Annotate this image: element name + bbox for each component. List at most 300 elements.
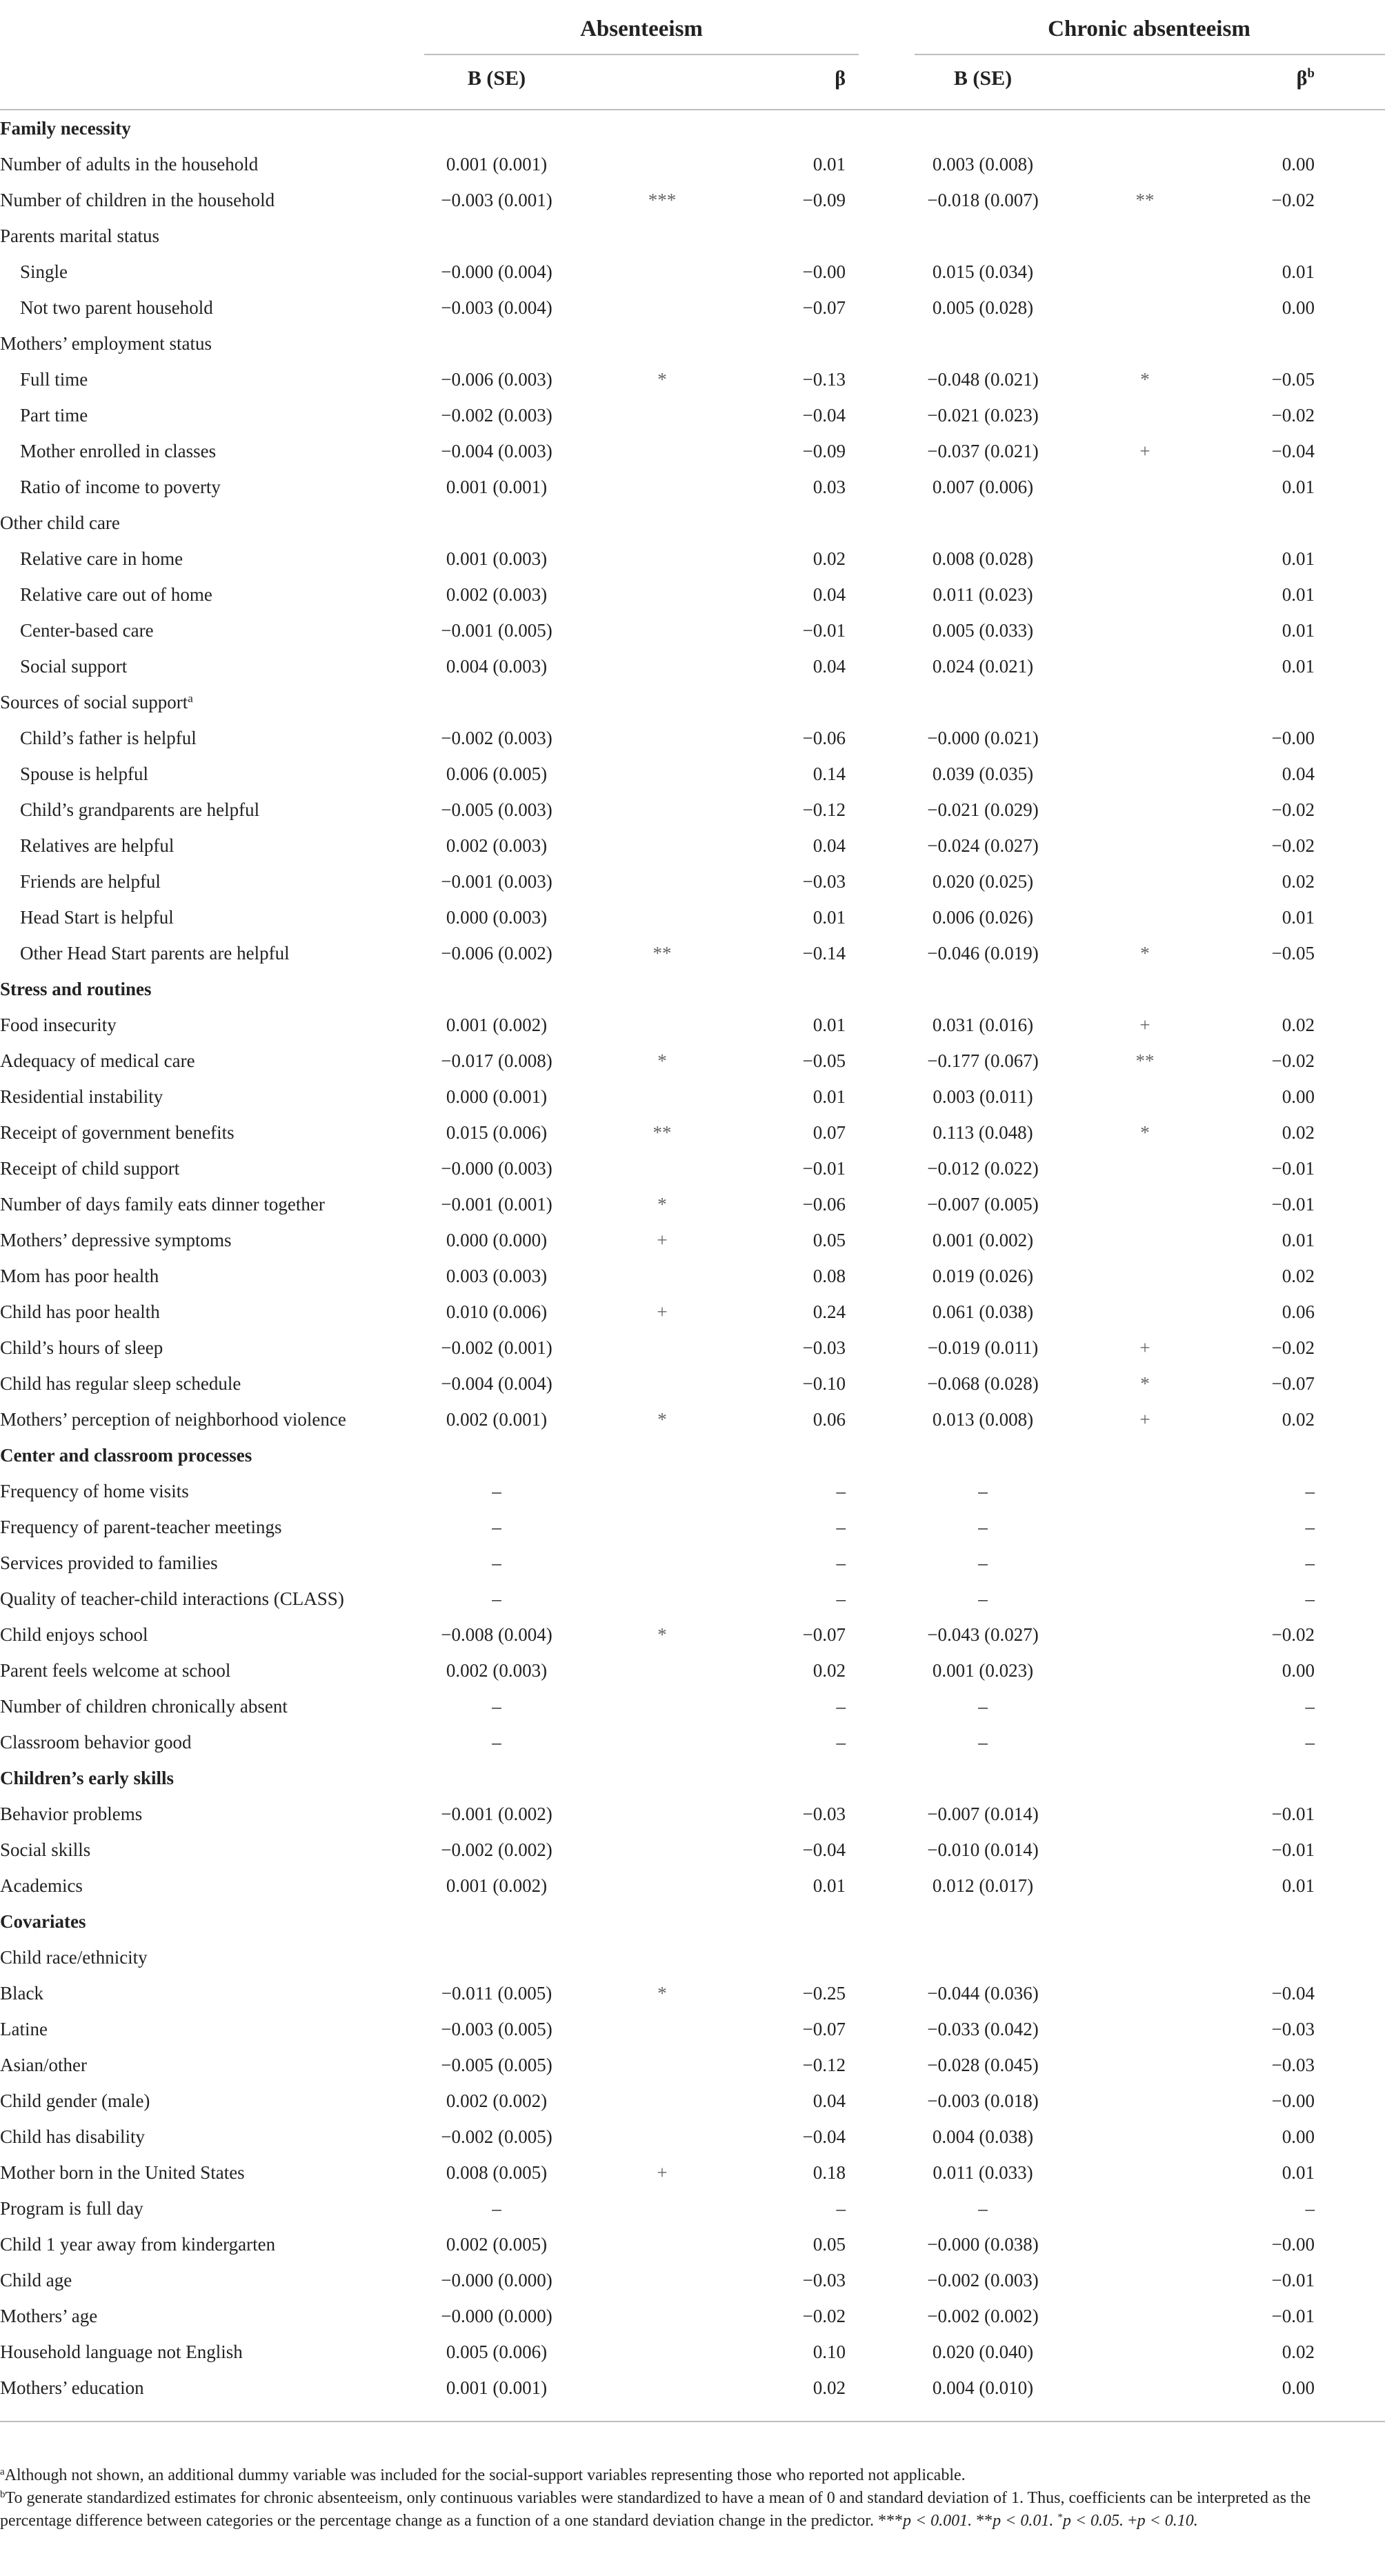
row-label xyxy=(0,182,275,218)
coef-absenteeism: −0.000 (0.003) xyxy=(441,1158,552,1179)
coef-absenteeism: – xyxy=(492,1517,501,1537)
sig-chronic xyxy=(1090,505,1200,541)
row-label xyxy=(0,1724,191,1760)
coef-chronic: −0.003 (0.018) xyxy=(927,2090,1039,2111)
beta-absenteeism: −0.01 xyxy=(802,1158,846,1179)
beta-chronic xyxy=(1242,218,1315,254)
row-label xyxy=(0,1258,159,1294)
table-row xyxy=(0,935,1385,971)
coef-chronic: 0.031 (0.016) xyxy=(932,1015,1034,1035)
beta-absenteeism: 0.24 xyxy=(813,1301,846,1322)
beta-chronic: – xyxy=(1305,1481,1315,1501)
coef-absenteeism: 0.001 (0.003) xyxy=(446,548,548,569)
table-row xyxy=(0,1653,1385,1688)
sig-absenteeism xyxy=(607,1724,717,1760)
table-row xyxy=(0,720,1385,756)
beta-chronic: −0.02 xyxy=(1271,1337,1315,1358)
sig-10-marker: + xyxy=(1128,2512,1137,2530)
beta-chronic: 0.04 xyxy=(1282,763,1315,784)
sig-absenteeism xyxy=(607,863,717,899)
group-header-chronic-absenteeism: Chronic absenteeism xyxy=(1048,17,1251,41)
table-row xyxy=(0,1007,1385,1043)
coef-chronic: −0.021 (0.023) xyxy=(927,405,1039,426)
row-label-text: Child gender (male) xyxy=(0,2090,150,2111)
beta-absenteeism: 0.01 xyxy=(813,1875,846,1896)
coef-chronic: – xyxy=(978,1517,988,1537)
beta-chronic xyxy=(1242,971,1315,1007)
coef-chronic: 0.011 (0.033) xyxy=(933,2162,1033,2183)
coef-absenteeism: −0.001 (0.003) xyxy=(441,871,552,892)
row-label-text: Child’s hours of sleep xyxy=(0,1337,163,1358)
table-row xyxy=(0,863,1385,899)
coef-chronic: −0.007 (0.014) xyxy=(927,1804,1039,1824)
row-label-text: Asian/other xyxy=(0,2055,87,2075)
coef-chronic xyxy=(879,326,1086,361)
row-label xyxy=(0,110,131,146)
table-row xyxy=(0,1688,1385,1724)
coef-chronic: −0.002 (0.002) xyxy=(927,2306,1039,2326)
sig-absenteeism xyxy=(607,2011,717,2047)
sig-chronic: * xyxy=(1140,1122,1150,1143)
beta-absenteeism: −0.03 xyxy=(802,1804,846,1824)
sig-chronic xyxy=(1090,2155,1200,2190)
table-row xyxy=(0,1939,1385,1975)
sig-absenteeism xyxy=(607,2190,717,2226)
beta-absenteeism: – xyxy=(836,1696,846,1717)
beta-chronic: 0.01 xyxy=(1282,261,1315,282)
sig-absenteeism xyxy=(607,1688,717,1724)
chronic-underline xyxy=(915,54,1385,55)
row-label-text: Child 1 year away from kindergarten xyxy=(0,2234,276,2255)
sig-05-text: p < 0.05. xyxy=(1062,2512,1124,2530)
table-row xyxy=(0,1079,1385,1115)
coef-chronic: −0.028 (0.045) xyxy=(927,2055,1039,2075)
beta-chronic: −0.00 xyxy=(1271,2090,1315,2111)
coef-absenteeism xyxy=(393,326,600,361)
sig-absenteeism xyxy=(607,577,717,612)
row-label-text: Adequacy of medical care xyxy=(0,1050,195,1071)
coef-chronic: −0.019 (0.011) xyxy=(927,1337,1039,1358)
beta-absenteeism: – xyxy=(836,2198,846,2219)
beta-absenteeism: −0.04 xyxy=(802,2126,846,2147)
row-label-text: Food insecurity xyxy=(0,1015,117,1035)
table-row xyxy=(0,397,1385,433)
table-row xyxy=(0,756,1385,792)
sig-absenteeism xyxy=(607,326,717,361)
table-bottom-rule xyxy=(0,2421,1385,2422)
beta-absenteeism: −0.06 xyxy=(802,728,846,748)
coef-absenteeism: −0.002 (0.002) xyxy=(441,1839,552,1860)
row-label-text: Child’s grandparents are helpful xyxy=(20,799,260,820)
coef-chronic: −0.024 (0.027) xyxy=(927,835,1039,856)
table-row xyxy=(0,1868,1385,1904)
beta-absenteeism: – xyxy=(836,1481,846,1501)
row-label xyxy=(20,935,290,971)
beta-chronic: −0.00 xyxy=(1271,2234,1315,2255)
row-label-text: Relative care in home xyxy=(20,548,183,569)
coef-absenteeism: −0.006 (0.002) xyxy=(441,943,552,963)
beta-absenteeism: 0.02 xyxy=(813,2377,846,2398)
sig-chronic: + xyxy=(1139,441,1150,461)
coef-chronic: 0.005 (0.028) xyxy=(932,297,1034,318)
beta-chronic: 0.01 xyxy=(1282,1230,1315,1250)
sig-chronic xyxy=(1090,146,1200,182)
coef-absenteeism xyxy=(393,684,600,720)
sig-chronic xyxy=(1090,2262,1200,2298)
coef-absenteeism xyxy=(393,1904,600,1939)
row-label-text: Part time xyxy=(20,405,88,426)
section-header-row xyxy=(0,971,1385,1007)
sig-absenteeism xyxy=(607,1258,717,1294)
row-label xyxy=(20,792,259,828)
beta-chronic: −0.01 xyxy=(1271,1194,1315,1215)
table-row xyxy=(0,1366,1385,1401)
row-label-text: Behavior problems xyxy=(0,1804,143,1824)
row-label-text: Mothers’ depressive symptoms xyxy=(0,1230,232,1250)
row-label-text: Program is full day xyxy=(0,2198,143,2219)
coef-absenteeism: −0.002 (0.005) xyxy=(441,2126,552,2147)
table-row xyxy=(0,2334,1385,2370)
footnote-a-marker: a xyxy=(0,2466,5,2477)
row-label-text: Child has regular sleep schedule xyxy=(0,1373,241,1394)
beta-chronic: 0.01 xyxy=(1282,907,1315,928)
coef-absenteeism: −0.005 (0.005) xyxy=(441,2055,552,2075)
table-row xyxy=(0,1222,1385,1258)
sig-absenteeism xyxy=(607,2298,717,2334)
row-label-text: Mother born in the United States xyxy=(0,2162,245,2183)
beta-chronic xyxy=(1242,110,1315,146)
row-label xyxy=(20,756,148,792)
row-label xyxy=(0,1509,282,1545)
sig-chronic xyxy=(1090,2083,1200,2119)
coef-chronic: −0.007 (0.005) xyxy=(927,1194,1039,1215)
row-label-text: Head Start is helpful xyxy=(20,907,174,928)
coef-chronic: −0.002 (0.003) xyxy=(927,2270,1039,2290)
beta-absenteeism: 0.10 xyxy=(813,2342,846,2362)
sig-chronic: * xyxy=(1140,369,1150,390)
sig-absenteeism xyxy=(607,792,717,828)
row-label xyxy=(0,1688,288,1724)
row-label-text: Mothers’ perception of neighborhood violence xyxy=(0,1409,346,1430)
beta-absenteeism: 0.02 xyxy=(813,1660,846,1681)
table-row xyxy=(0,1294,1385,1330)
sig-chronic xyxy=(1090,254,1200,290)
sig-absenteeism: ** xyxy=(652,943,672,963)
sig-chronic xyxy=(1090,612,1200,648)
beta-chronic: −0.04 xyxy=(1271,1983,1315,2004)
row-label-text: Single xyxy=(20,261,68,282)
row-label-text: Mothers’ age xyxy=(0,2306,98,2326)
row-label xyxy=(0,2370,144,2406)
sig-absenteeism xyxy=(607,1796,717,1832)
group-header-absenteeism: Absenteeism xyxy=(580,17,703,41)
table-footnotes xyxy=(0,2464,1373,2533)
beta-chronic: −0.03 xyxy=(1271,2055,1315,2075)
coef-chronic: – xyxy=(978,1696,988,1717)
table-row xyxy=(0,146,1385,182)
beta-absenteeism: – xyxy=(836,1732,846,1753)
sig-absenteeism xyxy=(607,505,717,541)
sig-chronic xyxy=(1090,1437,1200,1473)
beta-chronic: – xyxy=(1305,2198,1315,2219)
sig-chronic xyxy=(1090,218,1200,254)
row-label xyxy=(0,505,120,541)
table-row xyxy=(0,792,1385,828)
coef-absenteeism xyxy=(393,505,600,541)
table-row xyxy=(0,1401,1385,1437)
table-row xyxy=(0,1150,1385,1186)
beta-chronic: 0.06 xyxy=(1282,1301,1315,1322)
sig-absenteeism: * xyxy=(657,1983,667,2004)
beta-chronic: 0.02 xyxy=(1282,1122,1315,1143)
sig-absenteeism xyxy=(607,1437,717,1473)
row-label xyxy=(0,1473,189,1509)
sig-chronic xyxy=(1090,1688,1200,1724)
sig-absenteeism xyxy=(607,648,717,684)
coef-chronic: 0.013 (0.008) xyxy=(932,1409,1034,1430)
coef-chronic: 0.005 (0.033) xyxy=(932,620,1034,641)
sig-absenteeism: * xyxy=(657,1194,667,1215)
coef-chronic: −0.010 (0.014) xyxy=(927,1839,1039,1860)
coef-absenteeism: −0.002 (0.003) xyxy=(441,405,552,426)
sig-absenteeism xyxy=(607,899,717,935)
row-label-text: Quality of teacher-child interactions (CLASS) xyxy=(0,1588,344,1609)
beta-chronic: −0.00 xyxy=(1271,728,1315,748)
row-label xyxy=(0,2155,245,2190)
beta-absenteeism: 0.08 xyxy=(813,1266,846,1286)
sig-chronic: * xyxy=(1140,1373,1150,1394)
footnote-marker: a xyxy=(188,692,193,705)
beta-chronic: −0.01 xyxy=(1271,1158,1315,1179)
beta-chronic xyxy=(1242,326,1315,361)
col-header-beta-absenteeism: β xyxy=(835,67,846,90)
sig-absenteeism: ** xyxy=(652,1122,672,1143)
coef-absenteeism: – xyxy=(492,1732,501,1753)
row-label-text: Other Head Start parents are helpful xyxy=(20,943,290,963)
sig-chronic xyxy=(1090,1724,1200,1760)
coef-chronic: −0.068 (0.028) xyxy=(927,1373,1039,1394)
sig-absenteeism xyxy=(607,290,717,326)
row-label-text: Academics xyxy=(0,1875,83,1896)
row-label xyxy=(0,1653,230,1688)
beta-chronic: 0.01 xyxy=(1282,656,1315,677)
row-label-text: Receipt of child support xyxy=(0,1158,180,1179)
beta-chronic xyxy=(1242,1904,1315,1939)
beta-absenteeism: −0.03 xyxy=(802,2270,846,2290)
row-label-text: Ratio of income to poverty xyxy=(20,477,221,497)
row-label xyxy=(20,612,154,648)
sig-chronic xyxy=(1090,2190,1200,2226)
beta-chronic: – xyxy=(1305,1552,1315,1573)
coef-chronic: – xyxy=(978,1552,988,1573)
coef-absenteeism: −0.002 (0.001) xyxy=(441,1337,552,1358)
sig-chronic xyxy=(1090,541,1200,577)
row-label-text: Social skills xyxy=(0,1839,91,1860)
coef-absenteeism xyxy=(393,1760,600,1796)
coef-chronic: −0.046 (0.019) xyxy=(927,943,1039,963)
coef-absenteeism: – xyxy=(492,2198,501,2219)
beta-chronic: −0.04 xyxy=(1271,441,1315,461)
sig-chronic xyxy=(1090,1186,1200,1222)
row-label xyxy=(20,899,174,935)
coef-chronic xyxy=(879,1939,1086,1975)
coef-absenteeism: −0.001 (0.001) xyxy=(441,1194,552,1215)
beta-chronic xyxy=(1242,1760,1315,1796)
sig-absenteeism: * xyxy=(657,1050,667,1071)
coef-chronic: 0.004 (0.038) xyxy=(932,2126,1034,2147)
beta-chronic: −0.02 xyxy=(1271,799,1315,820)
beta-absenteeism: −0.13 xyxy=(802,369,846,390)
beta-absenteeism: 0.01 xyxy=(813,907,846,928)
coef-chronic: −0.000 (0.038) xyxy=(927,2234,1039,2255)
coef-chronic xyxy=(879,971,1086,1007)
row-label-text: Family necessity xyxy=(0,118,131,139)
sig-absenteeism: + xyxy=(657,1301,668,1322)
table-row xyxy=(0,1509,1385,1545)
col-header-b-se-absenteeism: B (SE) xyxy=(467,67,526,90)
coef-chronic: 0.007 (0.006) xyxy=(932,477,1034,497)
sig-chronic xyxy=(1090,1904,1200,1939)
table-row xyxy=(0,2083,1385,2119)
col-header-b-se-chronic: B (SE) xyxy=(953,67,1013,90)
footnote-marker-b: b xyxy=(1307,66,1315,81)
sig-chronic: * xyxy=(1140,943,1150,963)
sig-chronic xyxy=(1090,2119,1200,2155)
coef-chronic: −0.012 (0.022) xyxy=(927,1158,1039,1179)
table-row xyxy=(0,684,1385,720)
sig-chronic xyxy=(1090,1796,1200,1832)
sig-01-text: p < 0.01. xyxy=(993,2512,1054,2530)
sig-chronic xyxy=(1090,469,1200,505)
row-label xyxy=(0,1186,325,1222)
row-label-text: Child’s father is helpful xyxy=(20,728,197,748)
row-label-text: Mother enrolled in classes xyxy=(20,441,217,461)
row-label xyxy=(0,2334,243,2370)
coef-absenteeism: 0.000 (0.000) xyxy=(446,1230,548,1250)
sig-absenteeism xyxy=(607,1150,717,1186)
beta-absenteeism: 0.05 xyxy=(813,2234,846,2255)
table-row xyxy=(0,2370,1385,2406)
beta-absenteeism xyxy=(773,1904,846,1939)
beta-absenteeism: −0.04 xyxy=(802,405,846,426)
coef-absenteeism: −0.004 (0.003) xyxy=(441,441,552,461)
coef-absenteeism: 0.003 (0.003) xyxy=(446,1266,548,1286)
beta-absenteeism: 0.02 xyxy=(813,548,846,569)
coef-chronic: 0.024 (0.021) xyxy=(932,656,1034,677)
beta-chronic: 0.02 xyxy=(1282,2342,1315,2362)
coef-absenteeism: −0.002 (0.003) xyxy=(441,728,552,748)
sig-chronic xyxy=(1090,2047,1200,2083)
row-label xyxy=(20,541,183,577)
beta-chronic: 0.01 xyxy=(1282,584,1315,605)
beta-chronic: −0.05 xyxy=(1271,943,1315,963)
coef-chronic: – xyxy=(978,2198,988,2219)
row-label-text: Services provided to families xyxy=(0,1552,218,1573)
row-label xyxy=(0,2226,275,2262)
sig-chronic xyxy=(1090,828,1200,863)
sig-01-marker: ** xyxy=(976,2512,993,2530)
sig-chronic xyxy=(1090,1473,1200,1509)
sig-chronic xyxy=(1090,2011,1200,2047)
sig-absenteeism xyxy=(607,720,717,756)
table-row xyxy=(0,2298,1385,2334)
beta-chronic: −0.03 xyxy=(1271,2019,1315,2039)
sig-chronic xyxy=(1090,756,1200,792)
sig-chronic xyxy=(1090,792,1200,828)
coef-chronic: −0.044 (0.036) xyxy=(927,1983,1039,2004)
sig-chronic xyxy=(1090,971,1200,1007)
coef-chronic: −0.033 (0.042) xyxy=(927,2019,1039,2039)
footnote-a xyxy=(0,2464,1373,2487)
beta-chronic: – xyxy=(1305,1732,1315,1753)
beta-chronic: – xyxy=(1305,1517,1315,1537)
sig-chronic: + xyxy=(1139,1015,1150,1035)
coef-absenteeism: −0.017 (0.008) xyxy=(441,1050,552,1071)
sig-absenteeism xyxy=(607,254,717,290)
table-row xyxy=(0,2262,1385,2298)
coef-chronic: 0.001 (0.002) xyxy=(932,1230,1034,1250)
coef-absenteeism: −0.011 (0.005) xyxy=(441,1983,552,2004)
beta-chronic: 0.01 xyxy=(1282,620,1315,641)
coef-absenteeism: 0.002 (0.003) xyxy=(446,1660,548,1681)
beta-absenteeism: −0.14 xyxy=(802,943,846,963)
coef-chronic xyxy=(879,218,1086,254)
sig-absenteeism xyxy=(607,2370,717,2406)
beta-absenteeism: 0.01 xyxy=(813,1086,846,1107)
col-header-beta-chronic xyxy=(1242,63,1315,94)
sig-absenteeism xyxy=(607,1904,717,1939)
row-label-text: Classroom behavior good xyxy=(0,1732,192,1753)
table-row xyxy=(0,1617,1385,1653)
beta-chronic: 0.00 xyxy=(1282,2126,1315,2147)
beta-absenteeism: 0.01 xyxy=(813,1015,846,1035)
table-row xyxy=(0,1473,1385,1509)
row-label-text: Spouse is helpful xyxy=(20,763,148,784)
coef-absenteeism xyxy=(393,218,600,254)
beta-chronic xyxy=(1242,1437,1315,1473)
beta-chronic: 0.00 xyxy=(1282,1660,1315,1681)
row-label xyxy=(0,1222,231,1258)
coef-absenteeism: −0.003 (0.005) xyxy=(441,2019,552,2039)
coef-absenteeism: −0.001 (0.002) xyxy=(441,1804,552,1824)
beta-absenteeism: 0.04 xyxy=(813,835,846,856)
sig-absenteeism xyxy=(607,1939,717,1975)
coef-absenteeism: – xyxy=(492,1552,501,1573)
beta-absenteeism: −0.12 xyxy=(802,799,846,820)
beta-chronic: 0.00 xyxy=(1282,2377,1315,2398)
sig-001-marker: *** xyxy=(877,2512,903,2530)
sig-chronic xyxy=(1090,1258,1200,1294)
coef-chronic: −0.177 (0.067) xyxy=(927,1050,1039,1071)
coef-absenteeism: 0.010 (0.006) xyxy=(446,1301,548,1322)
row-label xyxy=(0,1545,218,1581)
sig-chronic xyxy=(1090,648,1200,684)
beta-chronic: −0.02 xyxy=(1271,190,1315,210)
beta-chronic xyxy=(1242,505,1315,541)
sig-absenteeism xyxy=(607,541,717,577)
row-label-text: Number of adults in the household xyxy=(0,154,259,174)
coef-chronic: 0.020 (0.040) xyxy=(932,2342,1034,2362)
sig-absenteeism: * xyxy=(657,1624,667,1645)
coef-chronic: −0.043 (0.027) xyxy=(927,1624,1039,1645)
coef-absenteeism: 0.015 (0.006) xyxy=(446,1122,548,1143)
row-label xyxy=(0,326,212,361)
row-label xyxy=(0,1437,252,1473)
beta-absenteeism: −0.10 xyxy=(802,1373,846,1394)
beta-absenteeism xyxy=(773,971,846,1007)
coef-absenteeism: 0.002 (0.003) xyxy=(446,835,548,856)
beta-absenteeism: −0.00 xyxy=(802,261,846,282)
